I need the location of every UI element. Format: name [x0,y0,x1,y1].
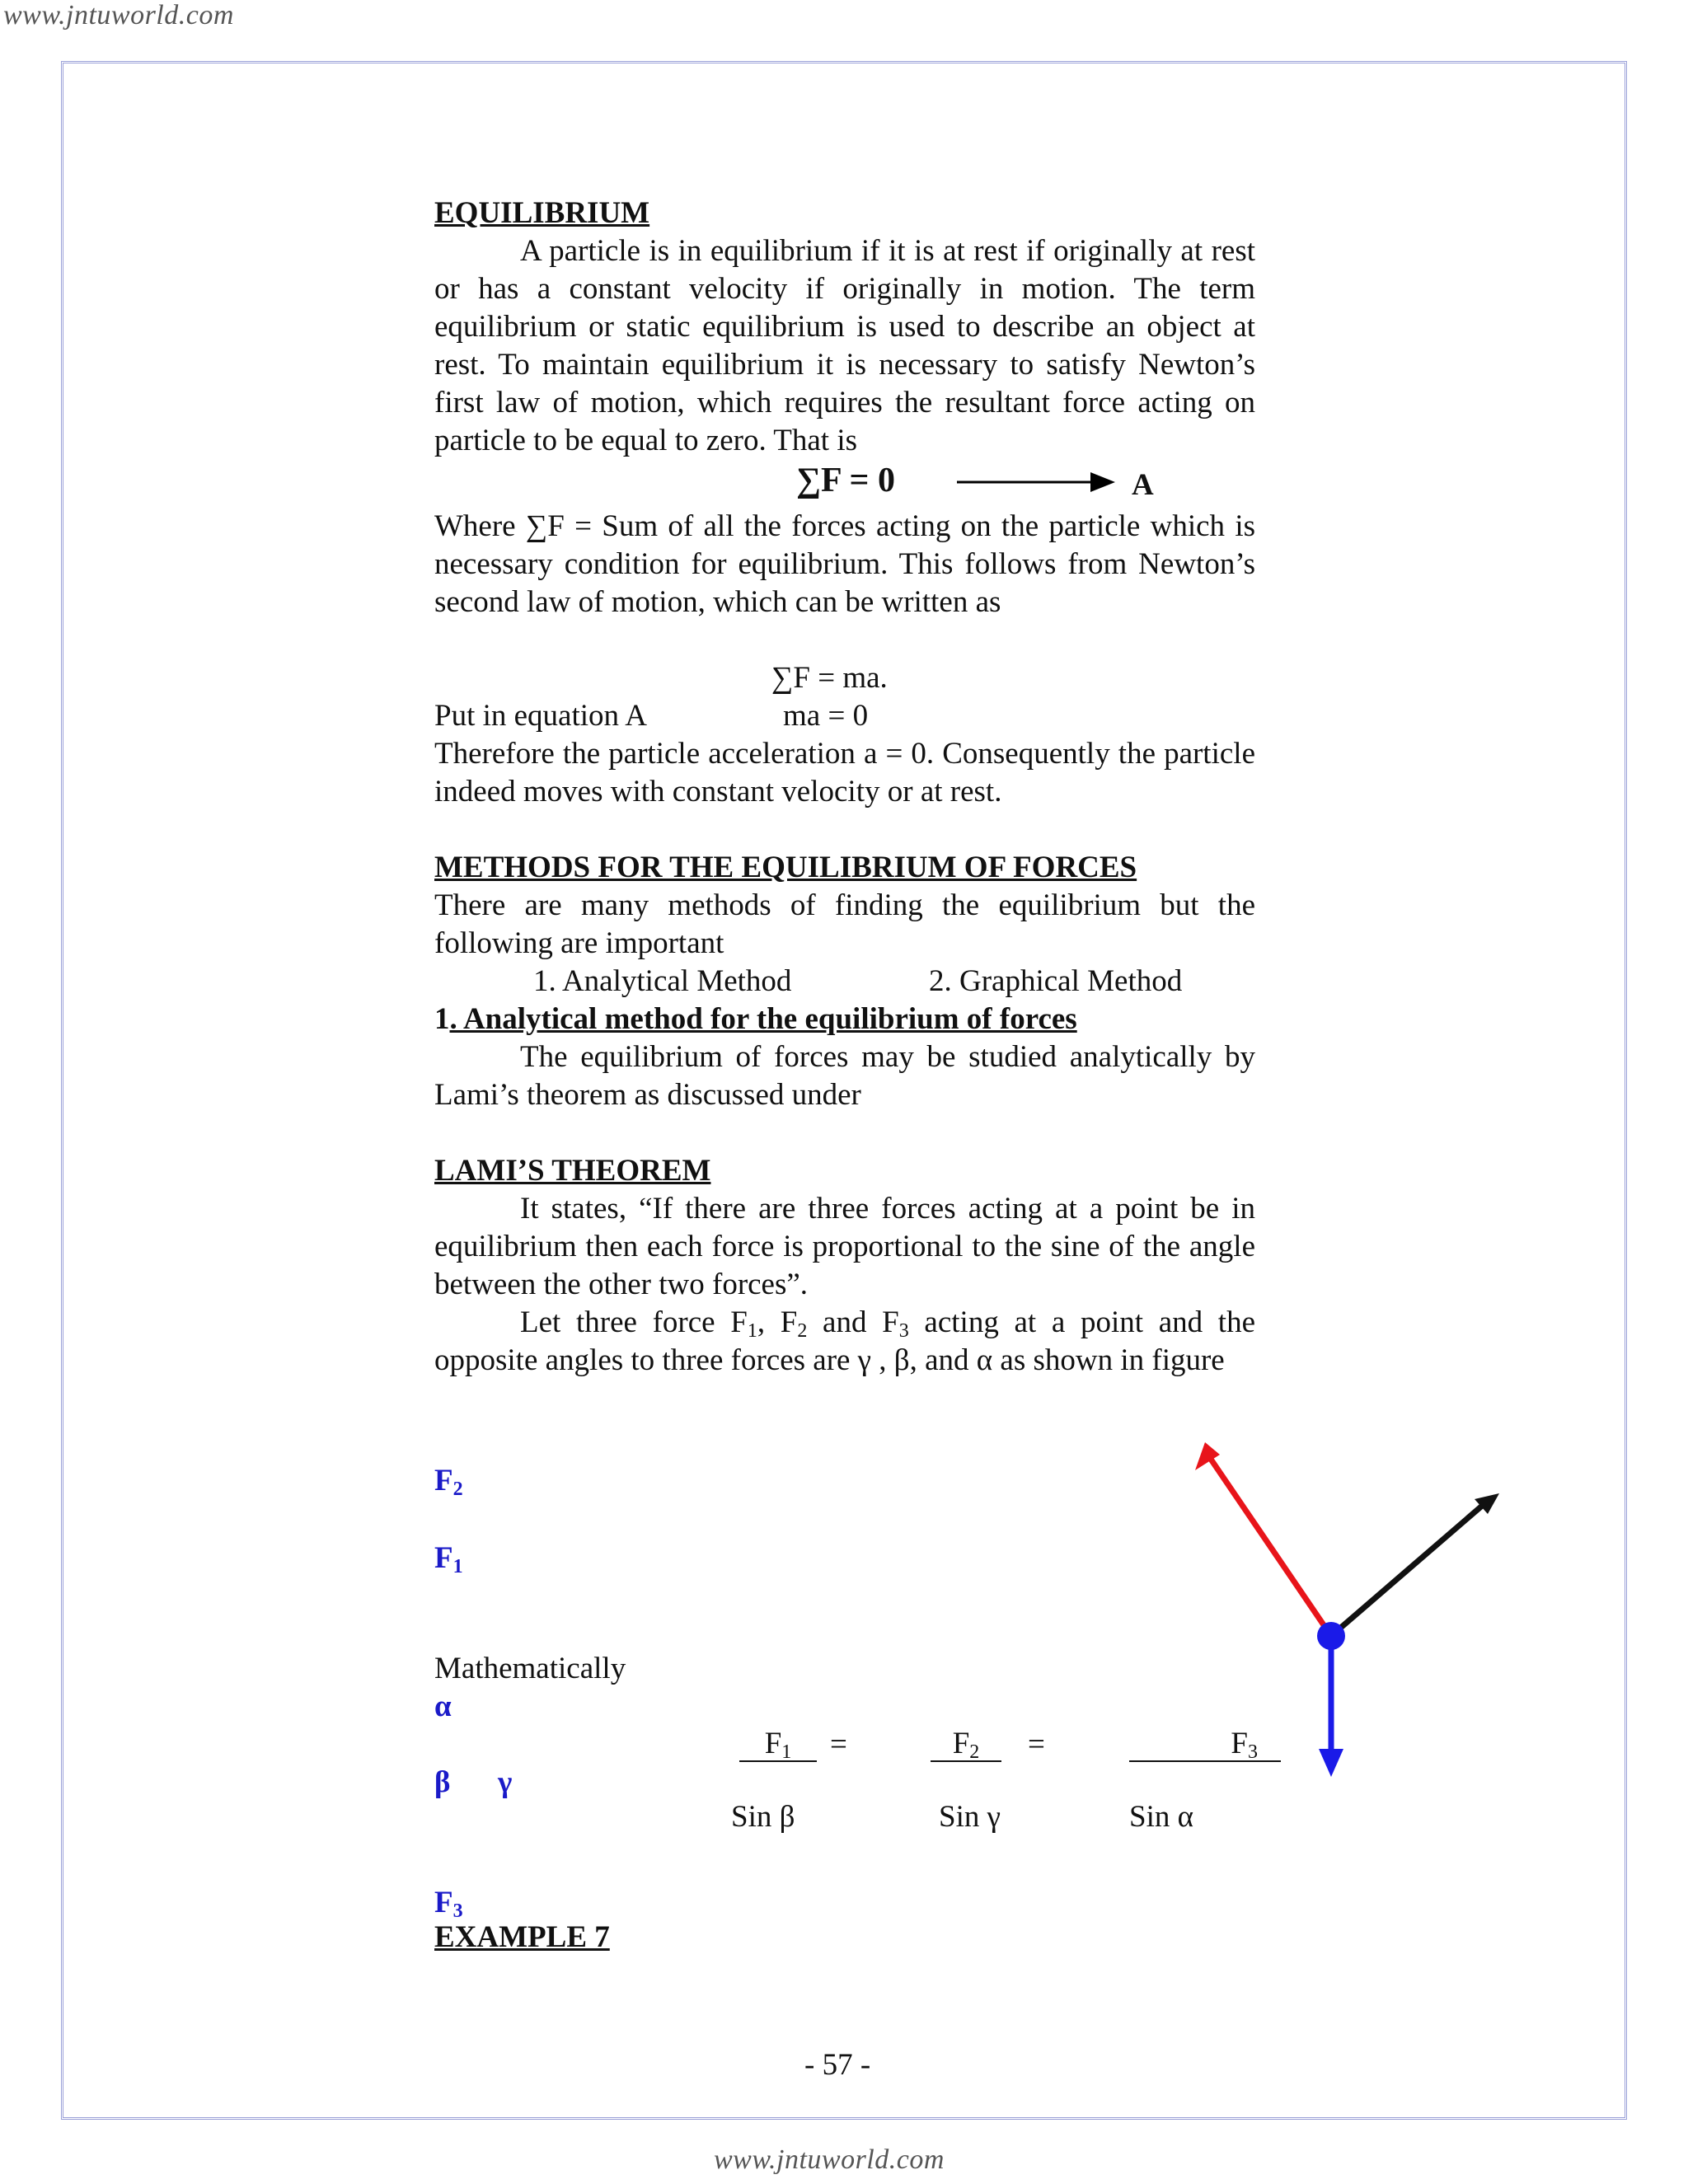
point-of-concurrency [1317,1622,1345,1650]
method-item-graphical: 2. Graphical Method [929,964,1183,998]
equation-ma-zero: ma = 0 [783,699,869,733]
lami-para-2-part-d: acting at a point and the opposite angles to three forces are γ , β, and α as shown in figure [434,1305,1256,1377]
figure-label-f3 [434,1884,463,1922]
figure-label-f2-sub: 2 [452,1479,463,1500]
analytical-method-title: . Analytical method for the equilibrium of forces [449,1002,1077,1036]
equilibrium-para-2-text: Where ∑F = Sum of all the forces acting on the particle which is necessary condition for equilibrium. This follows from Newton’s second law of motion, which can be written as [434,509,1255,619]
figure-label-f3-sub: 3 [452,1900,463,1922]
force-f1-arrow-shaft [1331,1502,1487,1636]
lami-sub-1: 1 [747,1320,757,1342]
lami-para-2-part-b: , F [757,1305,798,1339]
formula-f2-letter: F [952,1727,970,1760]
lami-sub-2: 2 [797,1320,808,1342]
force-f3-arrowhead [1319,1749,1343,1777]
equation-sum-ma: ∑F = ma. [771,661,888,695]
formula-f2-sub: 2 [969,1741,980,1763]
lami-para-2-part-c: and F [807,1305,899,1339]
watermark-bottom[interactable]: www.jntuworld.com [714,2144,945,2175]
lami-sub-3: 3 [898,1320,909,1342]
methods-para [434,887,1255,963]
figure-label-beta: β [434,1765,451,1799]
force-f2-arrow-shaft [1208,1455,1331,1636]
formula-f1-sub: 1 [781,1741,792,1763]
analytical-method-number: 1 [434,1002,450,1036]
equilibrium-para-2 [434,508,1255,621]
method-item-analytical: 1. Analytical Method [533,964,792,998]
figure-label-gamma: γ [498,1765,513,1799]
equilibrium-para-1 [434,232,1255,460]
example-7-heading: EXAMPLE 7 [434,1920,610,1954]
figure-label-f1-sub: 1 [452,1556,463,1577]
equilibrium-para-3-text: Therefore the particle acceleration a = 0. Consequently the particle indeed moves with constant velocity or at rest. [434,737,1255,808]
figure-label-f1-letter: F [434,1541,453,1575]
equation-sum-zero: ∑F = 0 [796,462,895,499]
mathematically-label: Mathematically [434,1652,626,1685]
page-number: - 57 - [804,2048,871,2082]
formula-f1-letter: F [764,1727,782,1760]
formula-equals-1: = [830,1727,847,1761]
figure-label-f1 [434,1540,463,1577]
figure-label-f2-letter: F [434,1464,453,1497]
figure-label-f3-letter: F [434,1886,453,1919]
formula-numerator-f2 [931,1727,1001,1762]
formula-denominator-sin-beta: Sin β [731,1800,795,1834]
lami-para-2-part-a: Let three force F [520,1305,748,1339]
methods-heading: METHODS FOR THE EQUILIBRIUM OF FORCES [434,851,1137,884]
equilibrium-heading: EQUILIBRIUM [434,196,650,230]
formula-denominator-sin-gamma: Sin γ [939,1800,1001,1834]
formula-f3-letter: F [1231,1727,1248,1760]
lami-para-2-text [434,1304,1255,1380]
figure-label-f2 [434,1462,463,1500]
lami-heading: LAMI’S THEOREM [434,1154,711,1188]
formula-f3-sub: 3 [1248,1741,1258,1763]
methods-para-text: There are many methods of finding the equilibrium but the following are important [434,888,1255,960]
formula-denominator-sin-alpha: Sin α [1129,1800,1193,1834]
put-in-equation-label: Put in equation A [434,699,647,733]
equilibrium-para-3 [434,735,1255,811]
analytical-method-para-text: The equilibrium of forces may be studied analytically by Lami’s theorem as discussed under [434,1040,1255,1112]
analytical-method-para [434,1038,1255,1114]
figure-label-alpha: α [434,1690,452,1723]
lami-para-1-text: It states, “If there are three forces acting at a point be in equilibrium then each force is proportional to the sine of the angle between the other two forces”. [434,1192,1255,1301]
formula-equals-2: = [1028,1727,1045,1761]
formula-numerator-f1 [739,1727,817,1762]
lami-force-diagram [1170,1418,1517,1797]
watermark-top[interactable]: www.jntuworld.com [3,0,234,30]
equation-tag-a: A [1132,468,1154,502]
equation-arrow [954,470,1118,494]
analytical-method-subheading [434,1001,1077,1038]
equilibrium-para-1-text: A particle is in equilibrium if it is at rest if originally at rest or has a constant velocity if originally in motion. The term equilibrium or static equilibrium is used to describe an object at rest. To maintain equilibrium it is necessary to satisfy Newton’s first law of motion, which requires the resultant force acting on particle to be equal to zero. That is [434,234,1255,457]
lami-para-2 [434,1304,1255,1380]
lami-para-1 [434,1190,1255,1304]
